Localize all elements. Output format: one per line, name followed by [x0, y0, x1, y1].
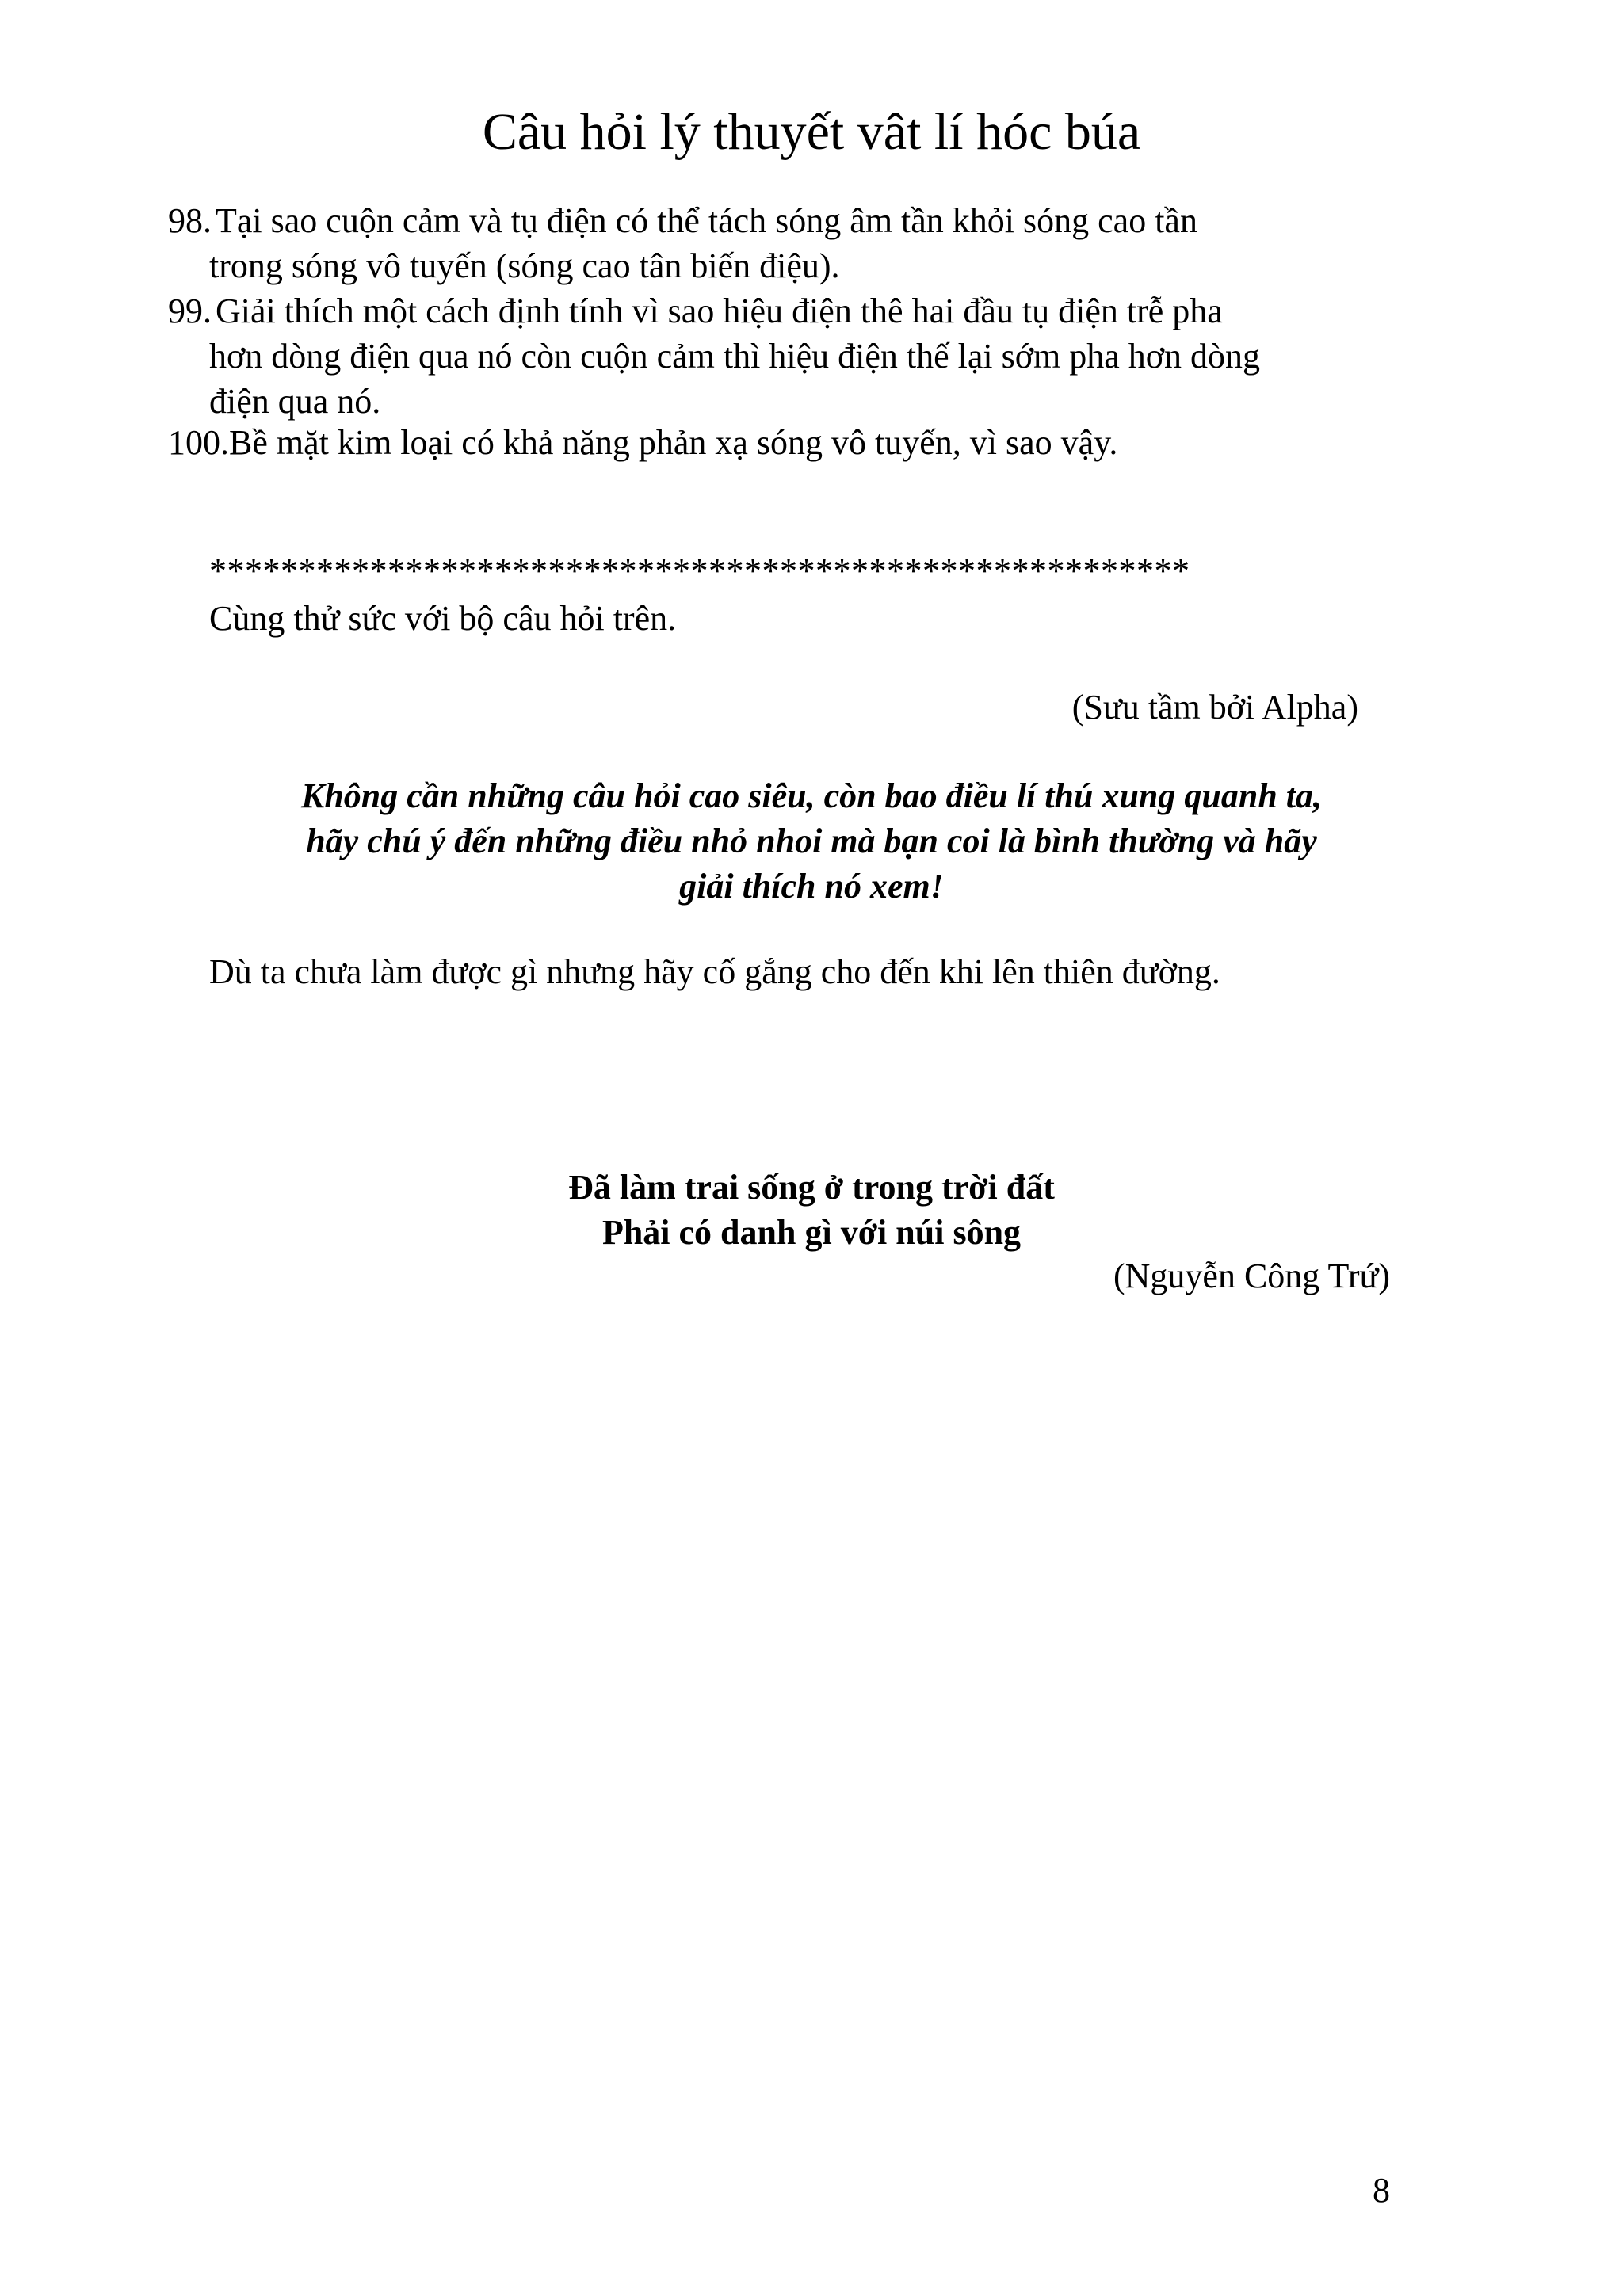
poem-line-1: Đã làm trai sống ở trong trời đất: [568, 1168, 1055, 1207]
question-99-first-line: [168, 288, 1260, 334]
collector-credit: (Sưu tầm bởi Alpha): [1071, 688, 1358, 727]
question-98: [168, 198, 1197, 288]
question-98-line-2: trong sóng vô tuyến (sóng cao tân biến điệu).: [209, 246, 840, 285]
question-100-number: 100.: [168, 423, 229, 462]
poem: [396, 1165, 1227, 1255]
motto: [158, 773, 1465, 909]
page-title: Câu hỏi lý thuyết vât lí hóc búa: [482, 103, 1141, 161]
question-98-line-1: Tại sao cuộn cảm và tụ điện có thể tách sóng âm tần khỏi sóng cao tần: [216, 201, 1197, 240]
page-number: 8: [1373, 2171, 1390, 2210]
question-99: [168, 288, 1260, 424]
question-99-line-3: điện qua nó.: [209, 382, 381, 421]
question-98-number: 98.: [168, 201, 212, 240]
try-text: Cùng thử sức với bộ câu hỏi trên.: [209, 599, 677, 638]
question-100-line-1: Bề mặt kim loại có khả năng phản xạ sóng vô tuyến, vì sao vậy.: [229, 423, 1118, 462]
motto-line-1: Không cần những câu hỏi cao siêu, còn bao điều lí thú xung quanh ta,: [300, 776, 1323, 815]
question-100-first-line: [168, 420, 1117, 465]
effort-text: Dù ta chưa làm được gì nhưng hãy cố gắng cho đến khi lên thiên đường.: [209, 952, 1220, 991]
poem-author: (Nguyễn Công Trứ): [1113, 1257, 1390, 1295]
question-100: [168, 420, 1117, 465]
motto-line-2: hãy chú ý đến những điều nhỏ nhoi mà bạn coi là bình thường và hãy: [306, 822, 1317, 860]
separator-stars: *******************************************************: [209, 551, 1190, 590]
motto-line-3: giải thích nó xem!: [679, 867, 944, 906]
question-98-first-line: [168, 198, 1197, 243]
question-99-line-1: Giải thích một cách định tính vì sao hiệu điện thê hai đầu tụ điện trễ pha: [216, 292, 1223, 330]
question-99-number: 99.: [168, 292, 212, 330]
poem-line-2: Phải có danh gì với núi sông: [601, 1213, 1022, 1252]
question-99-line-2: hơn dòng điện qua nó còn cuộn cảm thì hiệu điện thế lại sớm pha hơn dòng: [209, 337, 1260, 376]
